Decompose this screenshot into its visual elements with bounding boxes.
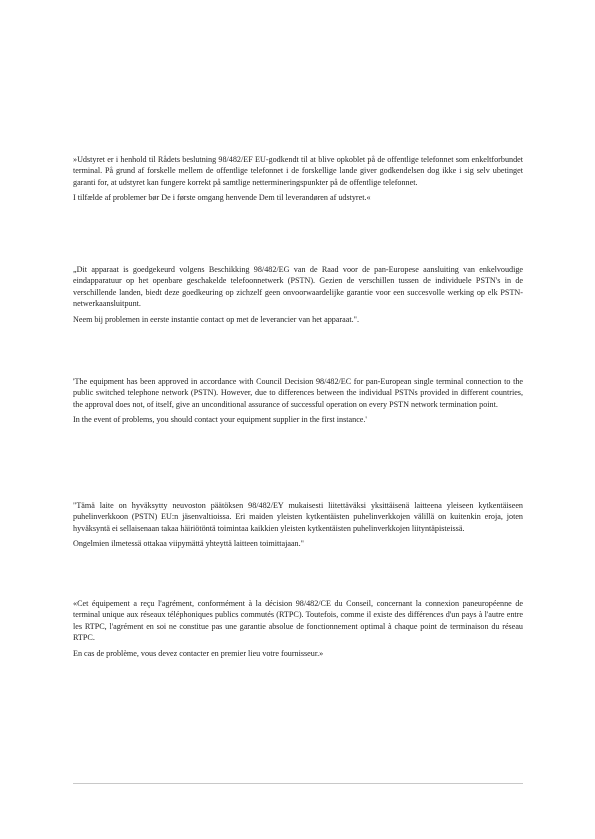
declaration-paragraph: "Tämä laite on hyväksytty neuvoston päätöksen 98/482/EY mukaisesti liitettäväksi yksittäisenä laitteena yleiseen kytkentäiseen puhelinverkkoon (PSTN) EU:n jäsenvaltioissa. Eri maiden yleisten kytkentäisten puhelinverkkojen välillä on kuitenkin eroja, joten hyväksyntä ei sellaisenaan takaa häiriötöntä toimintaa kaikkien yleisten kytkentäisten puhelinverkkojen liityntäpisteissä. <box>73 501 523 533</box>
declaration-paragraph: «Cet équipement a reçu l'agrément, conformément à la décision 98/482/CE du Conseil, concernant la connexion paneuropéenne de terminal unique aux réseaux téléphoniques publics commutés (RTPC). Toutefois, comme il existe des différences d'un pays à l'autre entre les RTPC, l'agrément en soi ne constitue pas une garantie absolue de fonctionnement optimal à chaque point de terminaison du réseau RTPC. <box>73 599 523 642</box>
declaration-paragraph: 'The equipment has been approved in accordance with Council Decision 98/482/EC for pan-European single terminal connection to the public switched telephone network (PSTN). However, due to differences between the individual PSTNs provided in different countries, the approval does not, of itself, give an unconditional assurance of successful operation on every PSTN network termination point. <box>73 377 523 409</box>
declaration-paragraph: „Dit apparaat is goedgekeurd volgens Beschikking 98/482/EG van de Raad voor de pan-Europese aansluiting van enkelvoudige eindapparatuur op het openbare geschakelde telefoonnetwerk (PSTN). Gezien de verschillen tussen de individuele PSTN's in de verschillende landen, biedt deze goedkeuring op zichzelf geen onvoorwaardelijke garantie voor een succesvolle werking op elk PSTN-netwerkaansluitpunt. <box>73 265 523 308</box>
declaration-danish <box>73 154 523 204</box>
declaration-dutch <box>73 264 523 325</box>
declaration-french <box>73 598 523 659</box>
declaration-paragraph: Ongelmien ilmetessä ottakaa viipymättä yhteyttä laitteen toimittajaan." <box>73 539 304 549</box>
declaration-paragraph: I tilfælde af problemer bør De i første omgang henvende Dem til leverandøren af udstyret.« <box>73 193 371 203</box>
declaration-paragraph: »Udstyret er i henhold til Rådets beslutning 98/482/EF EU-godkendt til at blive opkoblet på de offentlige telefonnet som enkeltforbundet terminal. På grund af forskelle mellem de offentlige telefonnet i de forskellige lande giver godkendelsen dog ikke i sig selv ubetinget garanti for, at udstyret kan fungere korrekt på samtlige nettermineringspunkter på de offentlige telefonnet. <box>73 155 523 187</box>
declaration-english <box>73 376 523 426</box>
footer-divider <box>73 783 523 784</box>
declaration-paragraph: Neem bij problemen in eerste instantie contact op met de leverancier van het apparaat.". <box>73 314 359 324</box>
declaration-finnish <box>73 500 523 550</box>
declaration-paragraph: In the event of problems, you should contact your equipment supplier in the first instance.' <box>73 415 367 425</box>
declaration-paragraph: En cas de problème, vous devez contacter en premier lieu votre fournisseur.» <box>73 648 324 658</box>
